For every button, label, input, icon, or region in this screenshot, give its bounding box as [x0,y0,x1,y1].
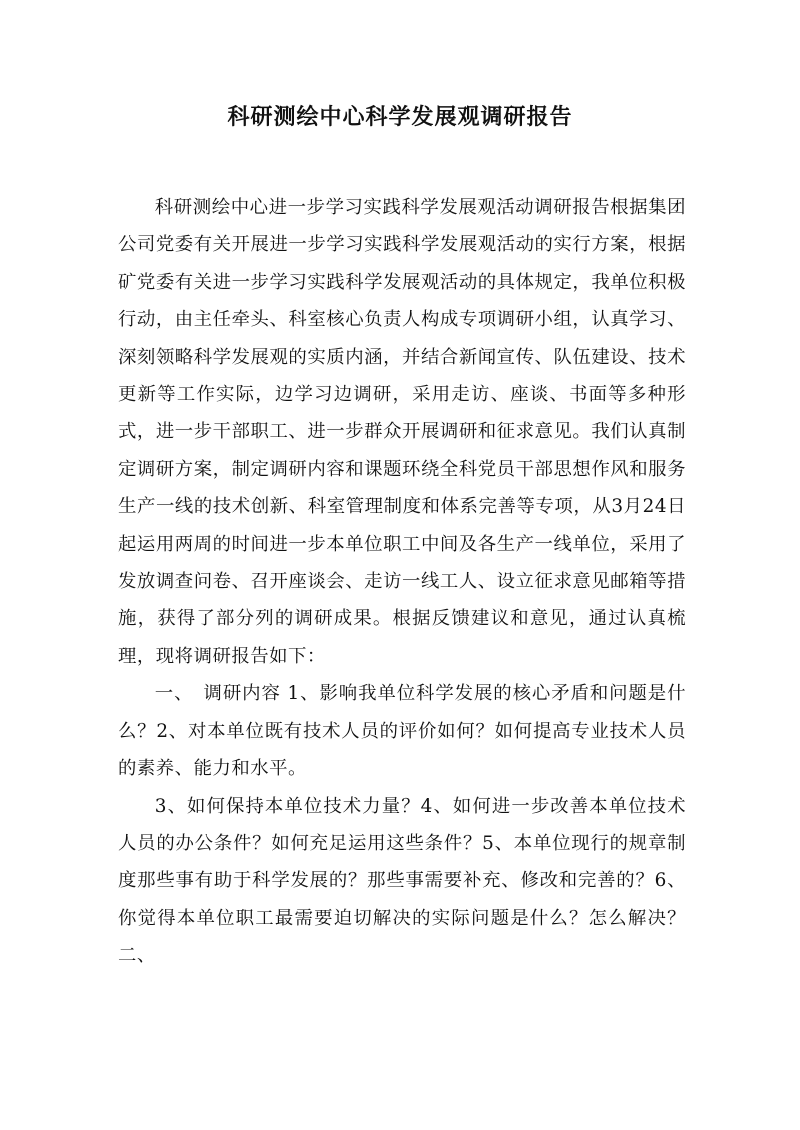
document-body [118,189,686,975]
document-title: 科研测绘中心科学发展观调研报告 [227,104,573,130]
paragraph-questions: 3、如何保持本单位技术力量？4、如何进一步改善本单位技术人员的办公条件？如何充足运用这些条件？5、本单位现行的规章制度那些事有助于科学发展的？那些事需要补充、修改和完善的？6、你觉得本单位职工最需要迫切解决的实际问题是什么？怎么解决？二、 [118,795,686,967]
paragraph-research-content: 一、 调研内容 1、影响我单位科学发展的核心矛盾和问题是什么？2、对本单位既有技术人员的评价如何？如何提高专业技术人员的素养、能力和水平。 [118,683,686,780]
paragraph-intro: 科研测绘中心进一步学习实践科学发展观活动调研报告根据集团公司党委有关开展进一步学习实践科学发展观活动的实行方案，根据矿党委有关进一步学习实践科学发展观活动的具体规定，我单位积极行动，由主任牵头、科室核心负责人构成专项调研小组，认真学习、深刻领略科学发展观的实质内涵，并结合新闻宣传、队伍建设、技术更新等工作实际，边学习边调研，采用走访、座谈、书面等多种形式，进一步干部职工、进一步群众开展调研和征求意见。我们认真制定调研方案，制定调研内容和课题环绕全科党员干部思想作风和服务生产一线的技术创新、科室管理制度和体系完善等专项，从3月24日起运用两周的时间进一步本单位职工中间及各生产一线单位，采用了发放调查问卷、召开座谈会、走访一线工人、设立征求意见邮箱等措施，获得了部分列的调研成果。根据反馈建议和意见，通过认真梳理，现将调研报告如下： [118,197,686,667]
